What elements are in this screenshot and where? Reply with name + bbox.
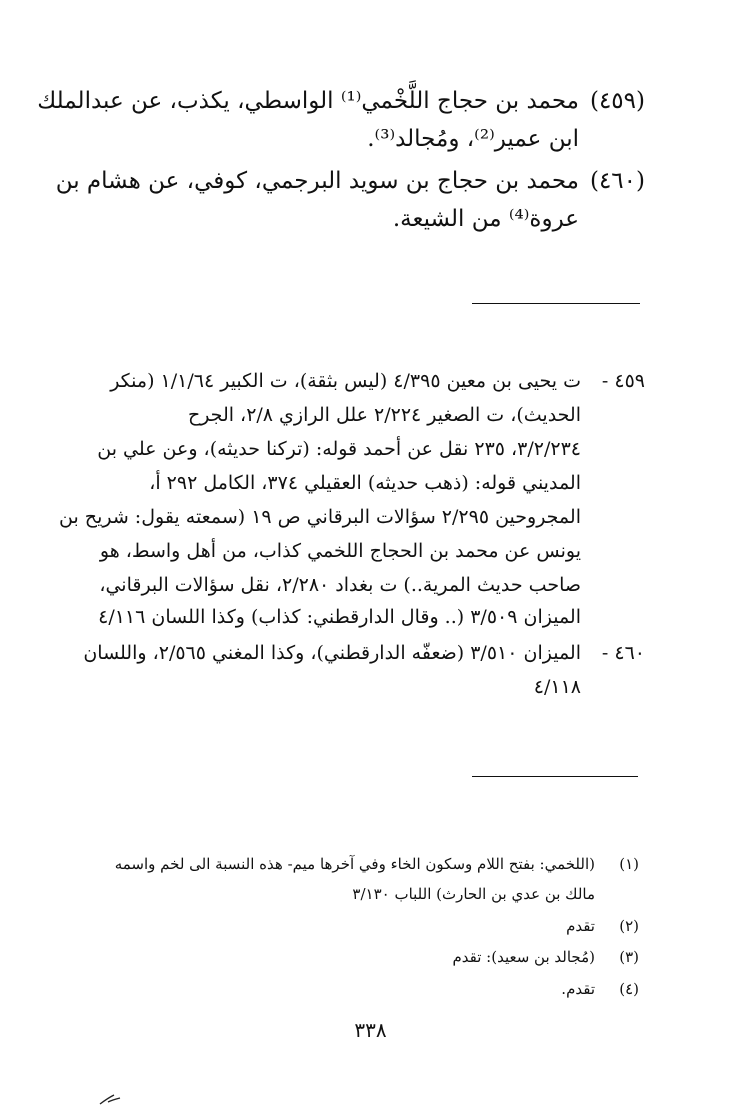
entry-459-line1: محمد بن حجاج اللَّخْمي⁽¹⁾ الواسطي، يكذب، عن عبدالملك	[37, 88, 579, 114]
footnote-divider	[472, 776, 638, 777]
entry-460-line2: عروة⁽⁴⁾ من الشيعة.	[392, 206, 579, 232]
note-459-line: الحديث)، ت الصغير ٢/٢٢٤ علل الرازي ٢/٨، الجرح	[187, 404, 581, 426]
note-459-line: المديني قوله: (ذهب حديثه) العقيلي ٣٧٤، الكامل ٢٩٢ أ،	[149, 472, 581, 494]
note-460-number: ٤٦٠ -	[601, 642, 645, 664]
footnote-3-line: (مُجالد بن سعيد): تقدم	[452, 948, 595, 966]
note-459-line: ت يحيى بن معين ٤/٣٩٥ (ليس بثقة)، ت الكبير ١/١/٦٤ (منكر	[110, 370, 581, 392]
footnote-4-line: تقدم.	[561, 980, 595, 998]
footnote-1-number: (١)	[619, 855, 639, 873]
note-459-line: المجروحين ٢/٢٩٥ سؤالات البرقاني ص ١٩ (سمعته يقول: شريح بن	[59, 506, 581, 528]
footnote-2-number: (٢)	[619, 917, 639, 935]
note-460-line: ٤/١١٨	[533, 676, 581, 698]
note-460-line: الميزان ٣/٥١٠ (ضعفّه الدارقطني)، وكذا المغني ٢/٥٦٥، واللسان	[83, 642, 581, 664]
note-459-line: يونس عن محمد بن الحجاج اللخمي كذاب، من أهل واسط، هو	[99, 540, 581, 562]
footnote-4-number: (٤)	[619, 980, 639, 998]
note-459-line: ٣/٢/٢٣٤، ٢٣٥ نقل عن أحمد قوله: (تركنا حديثه)، وعن علي بن	[97, 438, 581, 460]
pen-mark-icon	[98, 1092, 122, 1106]
footnote-3-number: (٣)	[619, 948, 639, 966]
section-divider	[472, 303, 640, 304]
entry-459-number: (٤٥٩)	[589, 88, 645, 114]
note-459-line: صاحب حديث المرية..) ت بغداد ٢/٢٨٠، نقل سؤالات البرقاني،	[99, 574, 581, 596]
footnote-1-line: مالك بن عدي بن الحارث) اللباب ٣/١٣٠	[352, 885, 595, 903]
footnote-1-line: (اللخمي: بفتح اللام وسكون الخاء وفي آخرها ميم- هذه النسبة الى لخم واسمه	[114, 855, 595, 873]
note-459-number: ٤٥٩ -	[601, 370, 645, 392]
page-number: ٣٣٨	[354, 1018, 387, 1042]
entry-459-line2: ابن عمير⁽²⁾، ومُجالد⁽³⁾.	[367, 126, 579, 152]
note-459-line: الميزان ٣/٥٠٩ (.. وقال الدارقطني: كذاب) وكذا اللسان ٤/١١٦	[98, 606, 581, 628]
footnote-2-line: تقدم	[566, 917, 595, 935]
entry-460-line1: محمد بن حجاج بن سويد البرجمي، كوفي، عن هشام بن	[55, 168, 579, 194]
entry-460-number: (٤٦٠)	[589, 168, 645, 194]
